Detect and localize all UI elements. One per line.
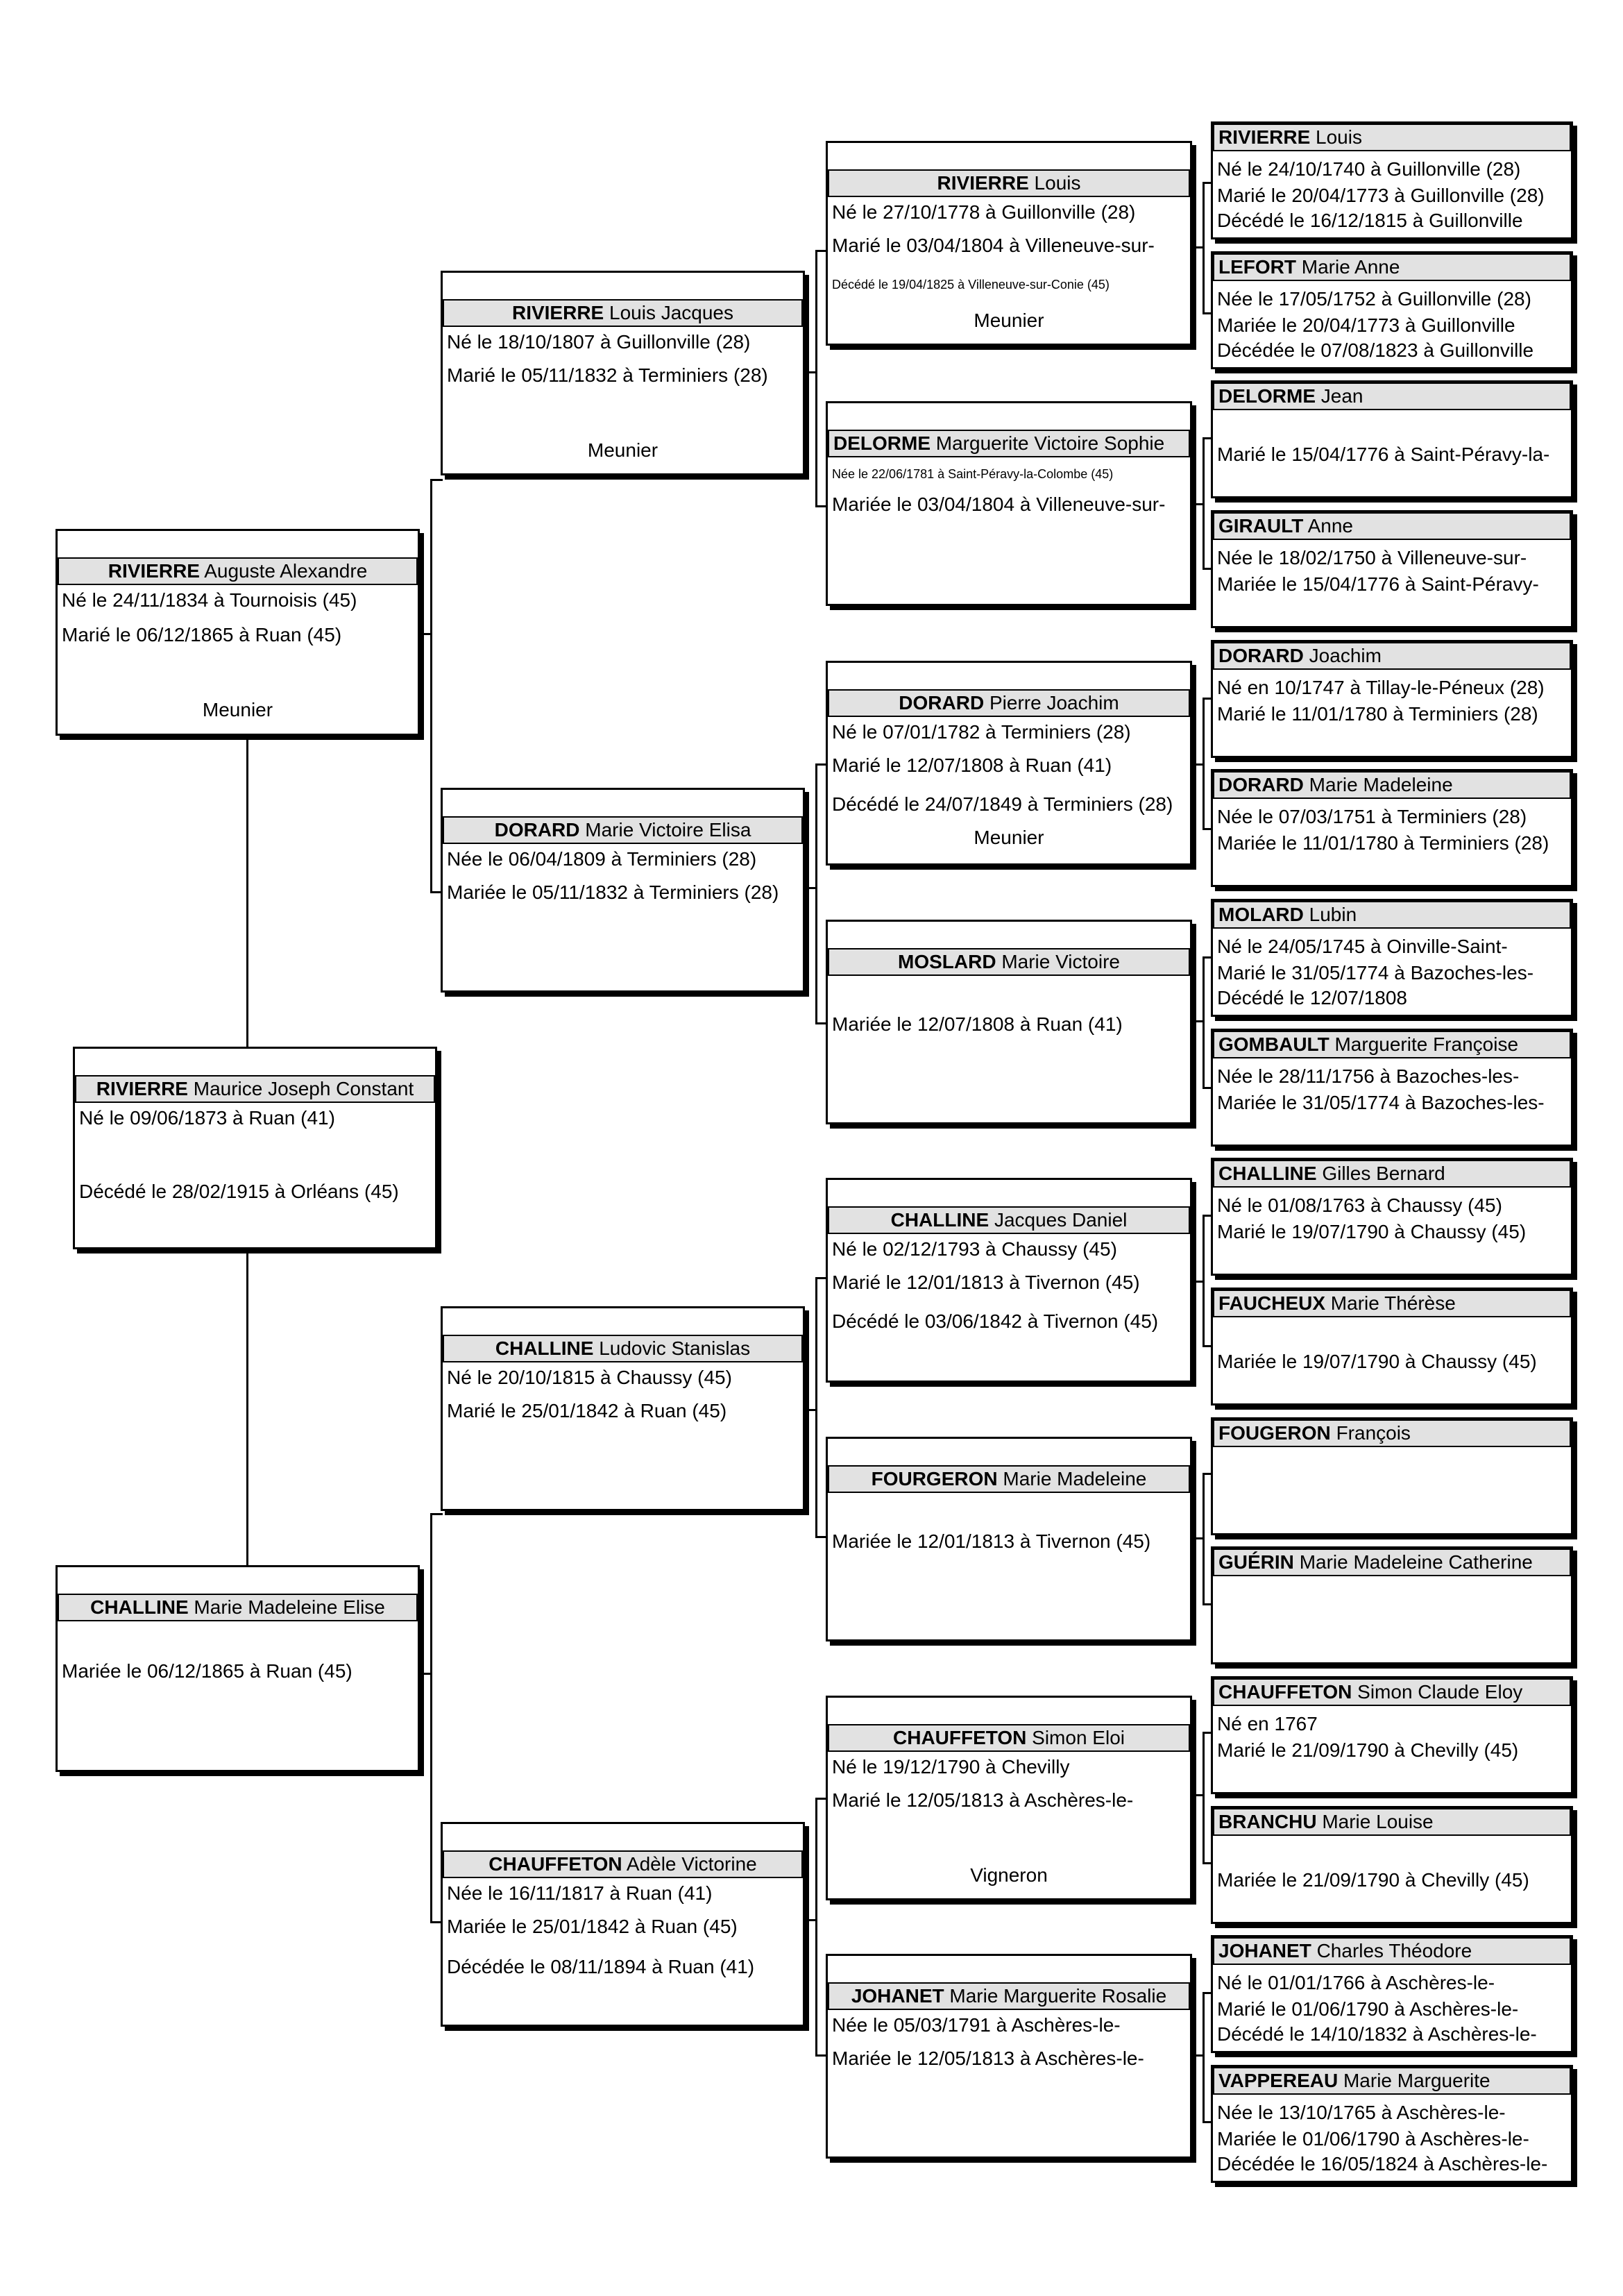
person-name: MOSLARD Marie Victoire: [828, 948, 1190, 976]
connector-line: [815, 250, 817, 507]
event-line: Née le 17/05/1752 à Guillonville (28): [1217, 288, 1531, 310]
person-name: RIVIERRE Louis: [828, 169, 1190, 197]
marriage-info: Mariée le 12/07/1808 à Ruan (41): [832, 1013, 1123, 1035]
connector-line: [430, 479, 443, 481]
event-line: Décédé le 16/12/1815 à Guillonville: [1217, 210, 1523, 231]
person-name: GOMBAULT Marguerite Françoise: [1213, 1031, 1571, 1058]
marriage-info: Mariée le 25/01/1842 à Ruan (45): [447, 1916, 738, 1937]
occupation: Meunier: [587, 439, 658, 461]
person-name: CHALLINE Marie Madeleine Elise: [58, 1594, 418, 1621]
marriage-info: Mariée le 12/05/1813 à Aschères-le-: [832, 2048, 1144, 2069]
person-card-gen4[interactable]: [826, 920, 1192, 1124]
occupation: Meunier: [974, 310, 1044, 331]
birth-info: Née le 22/06/1781 à Saint-Péravy-la-Colombe (45): [832, 467, 1114, 481]
connector-line: [430, 479, 432, 892]
person-card-gen3[interactable]: [441, 788, 805, 993]
marriage-info: Marié le 12/01/1813 à Tivernon (45): [832, 1272, 1140, 1293]
connector-line: [815, 1277, 817, 1537]
marriage-info: Mariée le 06/12/1865 à Ruan (45): [62, 1660, 352, 1682]
event-line: Née le 28/11/1756 à Bazoches-les-: [1217, 1065, 1520, 1087]
person-name: LEFORT Marie Anne: [1213, 253, 1571, 281]
marriage-info: Marié le 06/12/1865 à Ruan (45): [62, 624, 342, 645]
connector-line: [1203, 1473, 1205, 1605]
event-line: Marié le 19/07/1790 à Chaussy (45): [1217, 1221, 1527, 1242]
person-card-gen5[interactable]: [1211, 121, 1573, 239]
person-card-gen5[interactable]: [1211, 1158, 1573, 1276]
person-name: DORARD Pierre Joachim: [828, 689, 1190, 717]
birth-info: Né le 07/01/1782 à Terminiers (28): [832, 721, 1131, 743]
event-line: Née le 18/02/1750 à Villeneuve-sur-: [1217, 547, 1527, 568]
event-line: Né le 24/05/1745 à Oinville-Saint-: [1217, 936, 1508, 957]
connector-line: [1203, 1732, 1205, 1864]
connector-line: [1203, 698, 1205, 829]
birth-info: Né le 18/10/1807 à Guillonville (28): [447, 331, 751, 353]
event-line: Né le 01/01/1766 à Aschères-le-: [1217, 1972, 1495, 1993]
person-name: CHAUFFETON Simon Claude Eloy: [1213, 1678, 1571, 1706]
occupation: Vigneron: [970, 1864, 1048, 1886]
birth-info: Né le 19/12/1790 à Chevilly: [832, 1756, 1070, 1778]
event-line: Mariée le 20/04/1773 à Guillonville: [1217, 314, 1515, 336]
person-name: DELORME Jean: [1213, 382, 1571, 410]
person-card-gen4[interactable]: [826, 1178, 1192, 1383]
person-card-gen2-mother[interactable]: [56, 1565, 420, 1772]
person-card-gen5[interactable]: [1211, 510, 1573, 628]
event-line: Décédée le 07/08/1823 à Guillonville: [1217, 339, 1534, 361]
person-name: CHALLINE Ludovic Stanislas: [443, 1335, 803, 1362]
birth-info: Née le 06/04/1809 à Terminiers (28): [447, 848, 757, 870]
person-card-gen5[interactable]: [1211, 1029, 1573, 1147]
person-name: MOLARD Lubin: [1213, 901, 1571, 929]
death-info: Décédé le 28/02/1915 à Orléans (45): [79, 1181, 399, 1202]
event-line: Marié le 21/09/1790 à Chevilly (45): [1217, 1739, 1519, 1761]
person-name: VAPPEREAU Marie Marguerite: [1213, 2067, 1571, 2095]
connector-line: [1203, 182, 1205, 314]
marriage-info: Mariée le 12/01/1813 à Tivernon (45): [832, 1530, 1151, 1552]
connector-line: [815, 1798, 817, 2056]
occupation: Meunier: [202, 699, 273, 720]
event-line: Mariée le 31/05/1774 à Bazoches-les-: [1217, 1092, 1545, 1113]
person-card-gen5[interactable]: [1211, 1546, 1573, 1664]
birth-info: Né le 24/11/1834 à Tournoisis (45): [62, 589, 357, 611]
person-name: BRANCHU Marie Louise: [1213, 1808, 1571, 1836]
marriage-info: Marié le 12/07/1808 à Ruan (41): [832, 754, 1112, 776]
person-card-gen3[interactable]: [441, 1306, 805, 1511]
marriage-info: Mariée le 05/11/1832 à Terminiers (28): [447, 881, 779, 903]
person-card-gen1[interactable]: [73, 1047, 437, 1249]
person-name: GUÉRIN Marie Madeleine Catherine: [1213, 1548, 1571, 1576]
birth-info: Né le 20/10/1815 à Chaussy (45): [447, 1367, 732, 1388]
event-line: Mariée le 15/04/1776 à Saint-Péravy-: [1217, 573, 1539, 595]
event-line: Mariée le 21/09/1790 à Chevilly (45): [1217, 1869, 1529, 1891]
birth-info: Né le 27/10/1778 à Guillonville (28): [832, 201, 1136, 223]
person-card-gen5[interactable]: [1211, 640, 1573, 758]
event-line: Mariée le 19/07/1790 à Chaussy (45): [1217, 1351, 1537, 1372]
marriage-info: Mariée le 03/04/1804 à Villeneuve-sur-: [832, 493, 1166, 515]
connector-line: [1203, 956, 1205, 1088]
person-card-gen4[interactable]: [826, 1437, 1192, 1641]
person-name: FAUCHEUX Marie Thérèse: [1213, 1290, 1571, 1317]
event-line: Né en 1767: [1217, 1713, 1318, 1734]
event-line: Mariée le 11/01/1780 à Terminiers (28): [1217, 832, 1549, 854]
event-line: Née le 13/10/1765 à Aschères-le-: [1217, 2102, 1506, 2123]
person-card-gen5[interactable]: [1211, 1417, 1573, 1535]
person-card-gen4[interactable]: [826, 661, 1192, 866]
person-card-gen3[interactable]: [441, 271, 805, 475]
event-line: Marié le 20/04/1773 à Guillonville (28): [1217, 185, 1545, 206]
event-line: Né en 10/1747 à Tillay-le-Péneux (28): [1217, 677, 1545, 698]
person-name: DORARD Joachim: [1213, 642, 1571, 670]
person-card-gen4[interactable]: [826, 1696, 1192, 1900]
person-name: RIVIERRE Louis: [1213, 124, 1571, 151]
connector-line: [430, 1513, 443, 1515]
person-name: CHALLINE Jacques Daniel: [828, 1206, 1190, 1234]
person-card-gen5[interactable]: [1211, 899, 1573, 1017]
event-line: Décédée le 16/05/1824 à Aschères-le-: [1217, 2153, 1548, 2175]
birth-info: Née le 05/03/1791 à Aschères-le-: [832, 2014, 1121, 2036]
death-info: Décédé le 19/04/1825 à Villeneuve-sur-Conie (45): [832, 278, 1110, 292]
connector-line: [246, 1249, 248, 1570]
person-name: GIRAULT Anne: [1213, 512, 1571, 540]
connector-line: [1203, 437, 1205, 569]
birth-info: Né le 09/06/1873 à Ruan (41): [79, 1107, 335, 1129]
marriage-info: Marié le 25/01/1842 à Ruan (45): [447, 1400, 727, 1421]
connector-line: [815, 763, 817, 1024]
person-card-gen3[interactable]: [441, 1822, 805, 2027]
person-card-gen2-father[interactable]: [56, 529, 420, 736]
person-name: CHALLINE Gilles Bernard: [1213, 1160, 1571, 1188]
marriage-info: Marié le 12/05/1813 à Aschères-le-: [832, 1789, 1134, 1811]
person-card-gen5[interactable]: [1211, 380, 1573, 498]
connector-line: [1203, 1215, 1205, 1347]
event-line: Née le 07/03/1751 à Terminiers (28): [1217, 806, 1527, 827]
person-card-gen5[interactable]: [1211, 1935, 1573, 2053]
event-line: Marié le 11/01/1780 à Terminiers (28): [1217, 703, 1538, 725]
person-name: RIVIERRE Maurice Joseph Constant: [75, 1075, 435, 1103]
marriage-info: Marié le 03/04/1804 à Villeneuve-sur-: [832, 235, 1155, 256]
death-info: Décédé le 24/07/1849 à Terminiers (28): [832, 793, 1173, 815]
person-name: DELORME Marguerite Victoire Sophie: [828, 430, 1190, 457]
occupation: Meunier: [974, 827, 1044, 848]
person-card-gen4[interactable]: [826, 1954, 1192, 2159]
person-card-gen5[interactable]: [1211, 769, 1573, 887]
person-name: JOHANET Marie Marguerite Rosalie: [828, 1982, 1190, 2010]
birth-info: Née le 16/11/1817 à Ruan (41): [447, 1882, 713, 1904]
marriage-info: Marié le 05/11/1832 à Terminiers (28): [447, 364, 768, 386]
person-name: FOUGERON François: [1213, 1419, 1571, 1447]
person-card-gen5[interactable]: [1211, 1806, 1573, 1924]
birth-info: Né le 02/12/1793 à Chaussy (45): [832, 1238, 1117, 1260]
event-line: Marié le 31/05/1774 à Bazoches-les-: [1217, 962, 1534, 984]
person-name: DORARD Marie Madeleine: [1213, 771, 1571, 799]
event-line: Marié le 01/06/1790 à Aschères-le-: [1217, 1998, 1519, 2020]
event-line: Né le 01/08/1763 à Chaussy (45): [1217, 1195, 1502, 1216]
event-line: Marié le 15/04/1776 à Saint-Péravy-la-: [1217, 444, 1550, 465]
person-card-gen5[interactable]: [1211, 1676, 1573, 1794]
event-line: Mariée le 01/06/1790 à Aschères-le-: [1217, 2128, 1529, 2150]
person-name: DORARD Marie Victoire Elisa: [443, 816, 803, 844]
connector-line: [430, 1513, 432, 1923]
person-name: FOURGERON Marie Madeleine: [828, 1465, 1190, 1493]
person-card-gen5[interactable]: [1211, 2065, 1573, 2183]
person-name: CHAUFFETON Adèle Victorine: [443, 1850, 803, 1878]
event-line: Décédé le 12/07/1808: [1217, 987, 1407, 1008]
connector-line: [246, 734, 248, 1047]
person-name: JOHANET Charles Théodore: [1213, 1937, 1571, 1965]
person-card-gen5[interactable]: [1211, 251, 1573, 369]
person-card-gen4[interactable]: [826, 401, 1192, 606]
death-info: Décédée le 08/11/1894 à Ruan (41): [447, 1956, 755, 1977]
person-name: CHAUFFETON Simon Eloi: [828, 1724, 1190, 1752]
person-card-gen4[interactable]: [826, 141, 1192, 346]
person-name: RIVIERRE Louis Jacques: [443, 299, 803, 327]
event-line: Décédé le 14/10/1832 à Aschères-le-: [1217, 2023, 1537, 2045]
death-info: Décédé le 03/06/1842 à Tivernon (45): [832, 1310, 1159, 1332]
event-line: Né le 24/10/1740 à Guillonville (28): [1217, 158, 1521, 180]
connector-line: [1203, 1992, 1205, 2122]
person-name: RIVIERRE Auguste Alexandre: [58, 557, 418, 585]
person-card-gen5[interactable]: [1211, 1288, 1573, 1406]
